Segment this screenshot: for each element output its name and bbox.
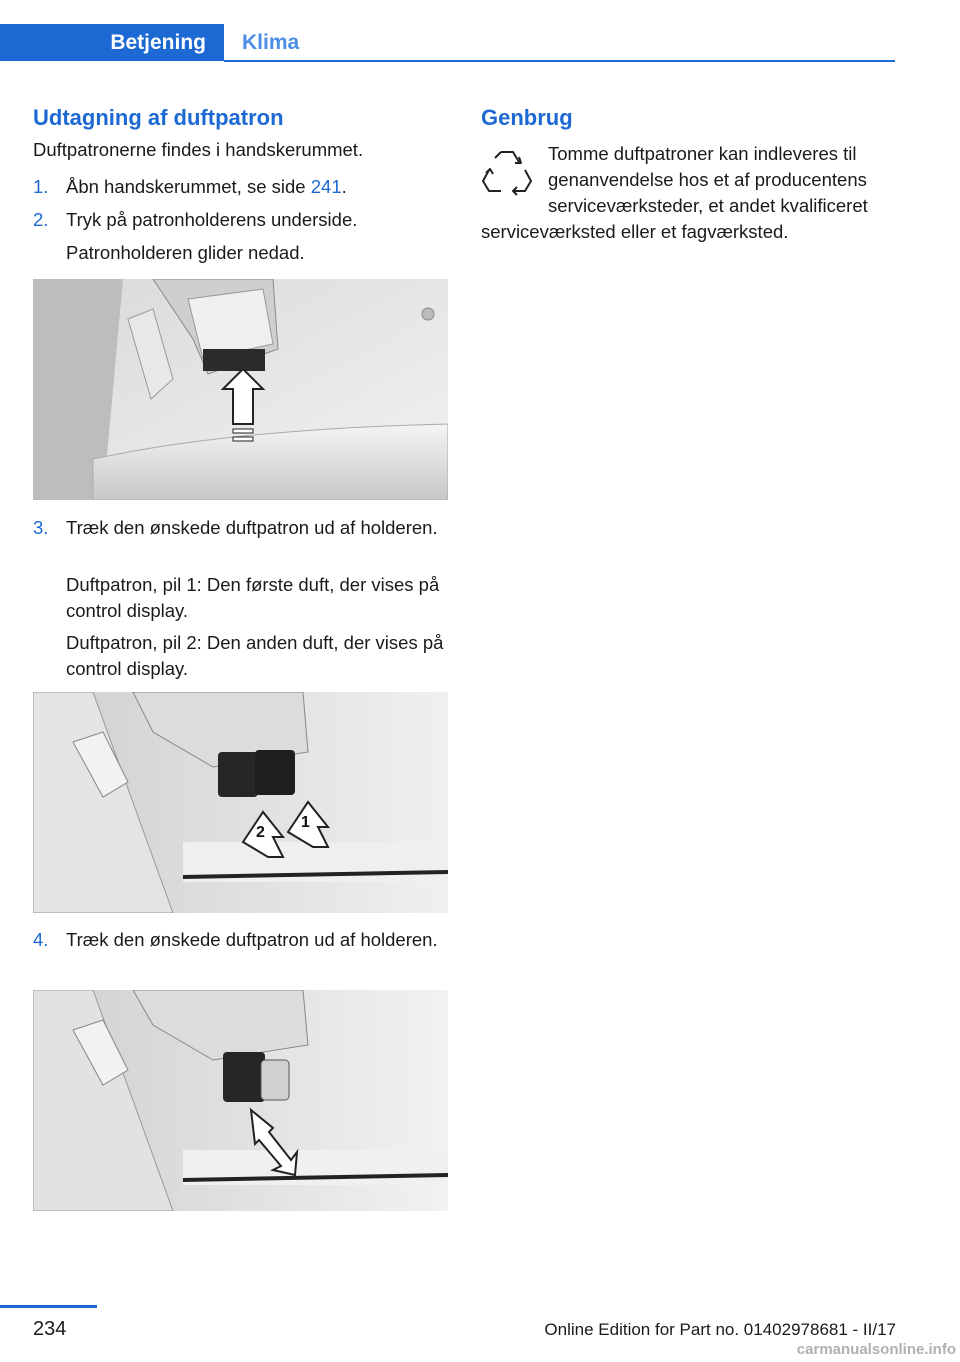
chapter-header [0,0,960,64]
step-subtext: Patronholderen glider nedad. [66,242,305,263]
figure-press-holder [33,279,448,500]
step-text: Åbn handskerummet, se side 241. [66,176,347,197]
watermark: carmanualsonline.info [796,1341,956,1358]
step-text: Træk den ønskede duftpatron ud af holderen. [66,929,438,950]
edition-text: Online Edition for Part no. 01402978681 - II/17 [544,1320,896,1339]
step-subtext-arrow1: Duftpatron, pil 1: Den første duft, der vises på control display. [66,574,440,621]
step-text: Tryk på patronholderens underside. [66,209,358,230]
step-4 [33,927,449,979]
intro-text: Duftpatronerne findes i handskerummet. [33,139,364,160]
figure-two-cartridges [33,692,448,913]
step-number: 4. [33,929,49,950]
step-1 [33,174,449,200]
header-rule [224,60,895,62]
step-subtext-arrow2: Duftpatron, pil 2: Den anden duft, der vises på control display. [66,632,444,679]
tab-klima[interactable]: Klima [242,30,300,54]
step-number: 2. [33,209,49,230]
tab-betjening[interactable]: Betjening [0,24,224,61]
arrow-label-1: 1 [301,814,310,831]
step-2 [33,207,449,267]
page-number: 234 [33,1318,67,1340]
step-text: Træk den ønskede duftpatron ud af holderen. [66,517,438,538]
section-heading-recycling: Genbrug [481,105,573,130]
step-number: 1. [33,176,49,197]
section-heading-removal: Udtagning af duftpatron [33,105,284,130]
step-number: 3. [33,517,49,538]
step-3 [33,515,449,679]
footer-rule [0,1305,97,1308]
page-link[interactable]: 241 [310,176,342,197]
icon-spacer [481,141,548,219]
arrow-label-2: 2 [256,824,265,841]
figure-pull-cartridge [33,990,448,1211]
recycling-text: Tomme duftpatroner kan indleveres til genanvendelse hos et af producentens serviceværksteder, et andet kvalificeret serviceværksted eller et fagværksted. [481,143,868,242]
